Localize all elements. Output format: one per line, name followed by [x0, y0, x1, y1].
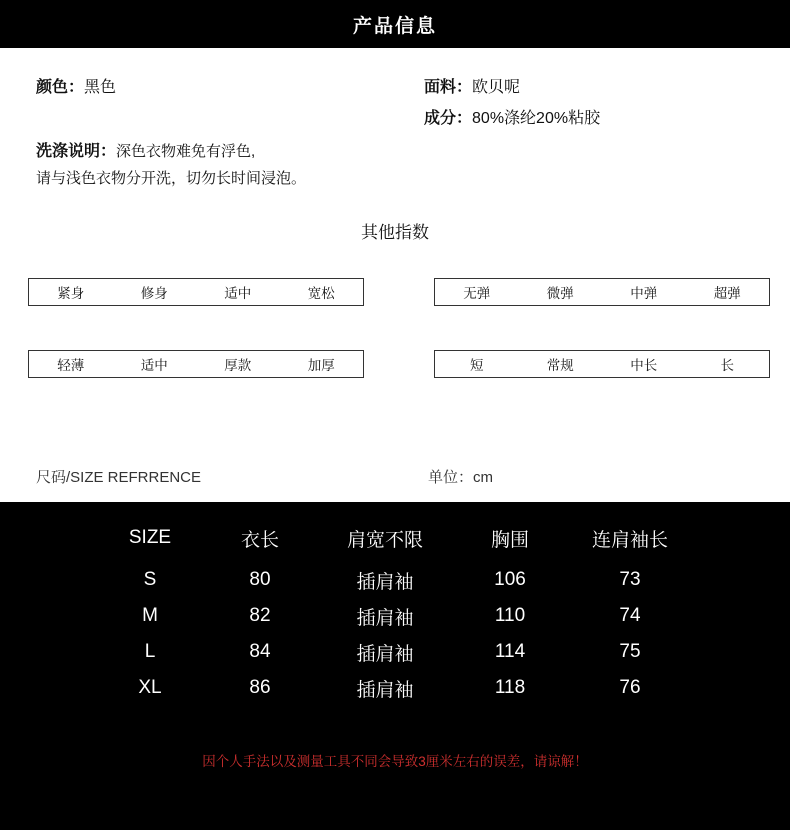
scale-fit-track	[28, 278, 364, 306]
scale-length[interactable]	[434, 350, 770, 378]
cell-size: L	[144, 641, 156, 662]
table-row	[95, 598, 695, 634]
cell-sleeve: 74	[619, 605, 641, 626]
cell-bust: 114	[494, 641, 526, 662]
scale-elasticity-option-0[interactable]: 无弹	[463, 286, 491, 301]
spec-color-value: 黑色	[84, 79, 117, 96]
scale-elasticity-option-3[interactable]: 超弹	[713, 286, 741, 301]
wash-instructions	[36, 138, 306, 192]
product-info-panel	[0, 48, 790, 410]
cell-sleeve: 76	[619, 677, 641, 698]
cell-length: 84	[249, 641, 271, 662]
column-header-shoulder: 肩宽不限	[346, 529, 423, 551]
wash-text-1: 深色衣物难免有浮色,	[116, 143, 256, 160]
cell-size: XL	[138, 677, 162, 698]
column-header-length: 衣长	[240, 529, 279, 551]
table-row	[95, 634, 695, 670]
scale-thickness-option-2[interactable]: 厚款	[224, 358, 252, 373]
measurement-disclaimer: 因个人手法以及测量工具不同会导致3厘米左右的误差，请谅解！	[202, 754, 588, 769]
scale-fit[interactable]	[28, 278, 364, 306]
size-table	[0, 520, 790, 706]
scale-elasticity-track	[434, 278, 770, 306]
cell-shoulder: 插肩袖	[356, 643, 414, 665]
size-table-grid	[95, 520, 695, 706]
spec-color	[36, 74, 116, 97]
size-reference-unit: 单位：cm	[428, 469, 493, 486]
scale-elasticity[interactable]	[434, 278, 770, 306]
size-reference-strip	[0, 410, 790, 502]
size-reference-title: 尺码/SIZE REFRRENCE	[36, 469, 202, 486]
cell-bust: 118	[494, 677, 526, 698]
cell-length: 80	[249, 569, 271, 590]
scale-fit-option-0[interactable]: 紧身	[57, 286, 85, 301]
table-header-row	[95, 520, 695, 562]
scale-length-option-2[interactable]: 中长	[630, 358, 658, 373]
table-row	[95, 562, 695, 598]
scale-length-option-1[interactable]: 常规	[546, 358, 574, 373]
column-header-sleeve: 连肩袖长	[591, 529, 668, 551]
cell-bust: 110	[494, 605, 526, 626]
scale-length-track	[434, 350, 770, 378]
spec-fabric-label: 面料：	[424, 79, 473, 96]
cell-length: 86	[249, 677, 271, 698]
scale-length-option-3[interactable]: 长	[720, 358, 734, 373]
spec-color-label: 颜色：	[36, 79, 85, 96]
spec-composition	[424, 105, 600, 128]
spec-composition-value: 80%涤纶20%粘胶	[472, 110, 601, 127]
wash-line-1	[36, 138, 306, 165]
scale-length-option-0[interactable]: 短	[470, 358, 484, 373]
other-index-title: 其他指数	[361, 223, 429, 242]
table-row	[95, 670, 695, 706]
scale-fit-option-3[interactable]: 宽松	[307, 286, 335, 301]
cell-shoulder: 插肩袖	[356, 607, 414, 629]
scale-thickness-option-1[interactable]: 适中	[140, 358, 168, 373]
spec-composition-label: 成分：	[424, 110, 473, 127]
scale-fit-option-2[interactable]: 适中	[224, 286, 252, 301]
scale-thickness-option-0[interactable]: 轻薄	[57, 358, 85, 373]
cell-size: S	[143, 569, 157, 590]
page-title: 产品信息	[352, 15, 437, 37]
column-header-bust: 胸围	[490, 529, 529, 551]
scale-thickness-option-3[interactable]: 加厚	[307, 358, 335, 373]
wash-line-2: 请与浅色衣物分开洗，切勿长时间浸泡。	[36, 170, 307, 187]
cell-bust: 106	[494, 569, 526, 590]
cell-shoulder: 插肩袖	[356, 571, 414, 593]
scale-elasticity-option-1[interactable]: 微弹	[546, 286, 574, 301]
spec-fabric-value: 欧贝呢	[472, 79, 521, 96]
column-header-size: SIZE	[128, 527, 172, 548]
scale-thickness[interactable]	[28, 350, 364, 378]
cell-shoulder: 插肩袖	[356, 679, 414, 701]
cell-length: 82	[249, 605, 271, 626]
spec-fabric	[424, 74, 520, 97]
scale-elasticity-option-2[interactable]: 中弹	[630, 286, 658, 301]
cell-size: M	[142, 605, 158, 626]
scale-fit-option-1[interactable]: 修身	[140, 286, 168, 301]
wash-label: 洗涤说明：	[36, 143, 117, 160]
cell-sleeve: 75	[619, 641, 641, 662]
cell-sleeve: 73	[619, 569, 641, 590]
scale-thickness-track	[28, 350, 364, 378]
header-band	[0, 0, 790, 48]
